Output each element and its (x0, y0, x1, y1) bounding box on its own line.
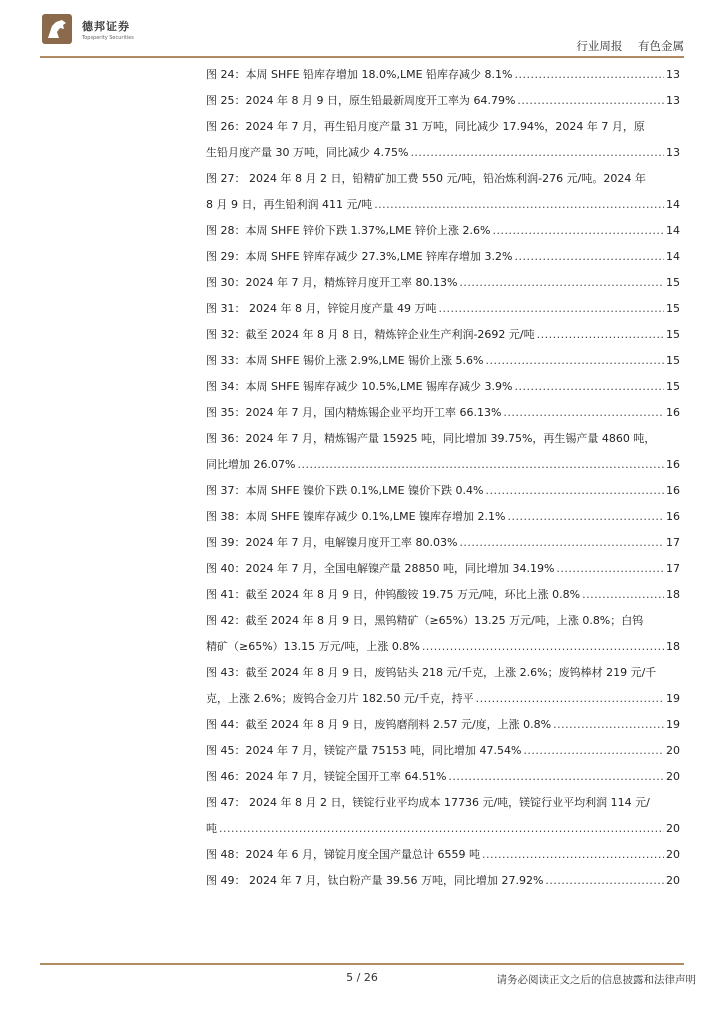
toc-dot-leader (476, 686, 664, 712)
toc-entry-text: 图 49： 2024 年 7 月，钛白粉产量 39.56 万吨，同比增加 27.92% (206, 874, 544, 887)
toc-page-number: 20 (666, 848, 680, 861)
toc-entry[interactable] (206, 244, 680, 270)
toc-entry-text: 图 44：截至 2024 年 8 月 9 日，废钨磨削料 2.57 元/度，上涨 0.8% (206, 718, 552, 731)
toc-entry-text: 图 30：2024 年 7 月，精炼锌月度开工率 80.13% (206, 276, 458, 289)
toc-entry[interactable] (206, 868, 680, 894)
company-logo (42, 14, 142, 48)
toc-dot-leader (492, 218, 664, 244)
toc-entry-text: 图 39：2024 年 7 月，电解镍月度开工率 80.03% (206, 536, 458, 549)
toc-dot-leader (517, 88, 664, 114)
toc-entry-text: 同比增加 26.07% (206, 458, 296, 471)
toc-page-number: 15 (666, 380, 680, 393)
page-number: 5 / 26 (346, 971, 378, 984)
toc-entry-text: 8 月 9 日，再生铅利润 411 元/吨 (206, 198, 373, 211)
toc-dot-leader (422, 634, 664, 660)
toc-entry[interactable] (206, 790, 680, 842)
toc-dot-leader (507, 504, 664, 530)
toc-page-number: 14 (666, 224, 680, 237)
toc-entry[interactable] (206, 296, 680, 322)
toc-page-number: 20 (666, 770, 680, 783)
toc-page-number: 13 (666, 68, 680, 81)
toc-entry-text: 生铅月度产量 30 万吨，同比减少 4.75% (206, 146, 409, 159)
toc-entry-text: 图 40：2024 年 7 月，全国电解镍产量 28850 吨，同比增加 34.19% (206, 562, 555, 575)
toc-dot-leader (482, 842, 664, 868)
toc-entry-text: 克，上涨 2.6%；废钨合金刀片 182.50 元/千克，持平 (206, 692, 474, 705)
toc-entry-text: 图 25：2024 年 8 月 9 日，原生铅最新周度开工率为 64.79% (206, 94, 516, 107)
toc-entry[interactable] (206, 88, 680, 114)
toc-entry[interactable] (206, 556, 680, 582)
toc-entry[interactable] (206, 530, 680, 556)
toc-entry-text: 图 31： 2024 年 8 月，锌锭月度产量 49 万吨 (206, 302, 437, 315)
horse-logo-icon (42, 14, 72, 44)
report-category: 行业周报 (576, 39, 623, 53)
toc-entry[interactable] (206, 374, 680, 400)
toc-page-number: 14 (666, 198, 680, 211)
toc-dot-leader (523, 738, 664, 764)
toc-entry[interactable] (206, 712, 680, 738)
toc-entry[interactable] (206, 400, 680, 426)
toc-dot-leader (297, 452, 664, 478)
toc-entry[interactable] (206, 842, 680, 868)
toc-dot-leader (503, 400, 664, 426)
toc-entry[interactable] (206, 426, 680, 478)
figure-list (206, 62, 680, 894)
toc-entry[interactable] (206, 166, 680, 218)
toc-dot-leader (410, 140, 664, 166)
toc-page-number: 13 (666, 146, 680, 159)
toc-entry-text: 图 35：2024 年 7 月，国内精炼锡企业平均开工率 66.13% (206, 406, 502, 419)
toc-dot-leader (459, 530, 664, 556)
toc-entry-text: 图 33：本周 SHFE 锡价上涨 2.9%,LME 锡价上涨 5.6% (206, 354, 484, 367)
toc-page-number: 16 (666, 458, 680, 471)
toc-entry[interactable] (206, 660, 680, 712)
logo-english-name: Topsperity Securities (82, 35, 134, 41)
toc-dot-leader (545, 868, 664, 894)
toc-dot-leader (514, 244, 664, 270)
toc-page-number: 15 (666, 354, 680, 367)
legal-disclaimer: 请务必阅读正文之后的信息披露和法律声明 (496, 974, 696, 986)
toc-entry-text: 图 34：本周 SHFE 锡库存减少 10.5%,LME 锡库存减少 3.9% (206, 380, 513, 393)
toc-dot-leader (582, 582, 664, 608)
toc-entry[interactable] (206, 608, 680, 660)
toc-dot-leader (537, 322, 664, 348)
toc-entry-text: 图 26：2024 年 7 月，再生铅月度产量 31 万吨，同比减少 17.94%，2024 年 7 月，原 (206, 120, 645, 133)
toc-dot-leader (448, 764, 664, 790)
footer-divider (40, 963, 684, 965)
toc-entry-text: 精矿（≥65%）13.15 万元/吨，上涨 0.8% (206, 640, 420, 653)
toc-page-number: 19 (666, 718, 680, 731)
toc-entry-text: 图 32：截至 2024 年 8 月 8 日，精炼锌企业生产利润-2692 元/吨 (206, 328, 535, 341)
toc-entry-text: 图 46：2024 年 7 月，镁锭全国开工率 64.51% (206, 770, 447, 783)
toc-entry-text: 图 42：截至 2024 年 8 月 9 日，黑钨精矿（≥65%）13.25 万元/吨，上涨 0.8%；白钨 (206, 614, 644, 627)
toc-page-number: 18 (666, 588, 680, 601)
toc-dot-leader (438, 296, 664, 322)
toc-dot-leader (485, 478, 664, 504)
toc-page-number: 17 (666, 536, 680, 549)
toc-page-number: 16 (666, 406, 680, 419)
toc-entry[interactable] (206, 62, 680, 88)
toc-entry-text: 图 29：本周 SHFE 锌库存减少 27.3%,LME 锌库存增加 3.2% (206, 250, 513, 263)
toc-page-number: 15 (666, 276, 680, 289)
toc-page-number: 15 (666, 328, 680, 341)
toc-page-number: 20 (666, 874, 680, 887)
logo-company-name: 德邦证券 (82, 20, 130, 33)
toc-entry-text: 图 41：截至 2024 年 8 月 9 日，仲钨酸铵 19.75 万元/吨，环比上涨 0.8% (206, 588, 581, 601)
toc-entry-text: 图 43：截至 2024 年 8 月 9 日，废钨钻头 218 元/千克，上涨 2.6%；废钨棒材 219 元/千 (206, 666, 657, 679)
toc-entry-text: 图 45：2024 年 7 月，镁锭产量 75153 吨，同比增加 47.54% (206, 744, 522, 757)
toc-page-number: 20 (666, 822, 680, 835)
toc-entry-text: 吨 (206, 822, 217, 835)
toc-entry-text: 图 28：本周 SHFE 锌价下跌 1.37%,LME 锌价上涨 2.6% (206, 224, 491, 237)
toc-page-number: 16 (666, 484, 680, 497)
toc-entry[interactable] (206, 322, 680, 348)
toc-entry-text: 图 38：本周 SHFE 镍库存减少 0.1%,LME 镍库存增加 2.1% (206, 510, 506, 523)
toc-entry[interactable] (206, 738, 680, 764)
report-sector: 有色金属 (638, 39, 684, 53)
toc-entry[interactable] (206, 218, 680, 244)
toc-dot-leader (514, 374, 664, 400)
toc-page-number: 19 (666, 692, 680, 705)
toc-dot-leader (556, 556, 664, 582)
toc-entry-text: 图 27： 2024 年 8 月 2 日，铅精矿加工费 550 元/吨，铅冶炼利润-276 元/吨。2024 年 (206, 172, 646, 185)
toc-entry[interactable] (206, 504, 680, 530)
toc-entry-text: 图 47： 2024 年 8 月 2 日，镁锭行业平均成本 17736 元/吨，镁锭行业平均利润 114 元/ (206, 796, 650, 809)
toc-dot-leader (459, 270, 664, 296)
toc-entry[interactable] (206, 582, 680, 608)
toc-entry-text: 图 24：本周 SHFE 铅库存增加 18.0%,LME 铅库存减少 8.1% (206, 68, 513, 81)
toc-entry-text: 图 48：2024 年 6 月，锑锭月度全国产量总计 6559 吨 (206, 848, 480, 861)
toc-dot-leader (485, 348, 664, 374)
toc-entry[interactable] (206, 764, 680, 790)
toc-page-number: 18 (666, 640, 680, 653)
toc-entry-text: 图 36：2024 年 7 月，精炼锡产量 15925 吨，同比增加 39.75%，再生锡产量 4860 吨， (206, 432, 656, 445)
toc-entry[interactable] (206, 270, 680, 296)
toc-dot-leader (514, 62, 664, 88)
toc-entry[interactable] (206, 114, 680, 166)
toc-page-number: 13 (666, 94, 680, 107)
toc-page-number: 16 (666, 510, 680, 523)
toc-page-number: 15 (666, 302, 680, 315)
toc-dot-leader (219, 816, 664, 842)
toc-entry[interactable] (206, 348, 680, 374)
toc-dot-leader (374, 192, 664, 218)
toc-entry[interactable] (206, 478, 680, 504)
toc-page-number: 14 (666, 250, 680, 263)
toc-dot-leader (553, 712, 664, 738)
toc-entry-text: 图 37：本周 SHFE 镍价下跌 0.1%,LME 镍价下跌 0.4% (206, 484, 484, 497)
report-header (576, 38, 684, 54)
header-divider (40, 56, 684, 58)
toc-page-number: 17 (666, 562, 680, 575)
toc-page-number: 20 (666, 744, 680, 757)
